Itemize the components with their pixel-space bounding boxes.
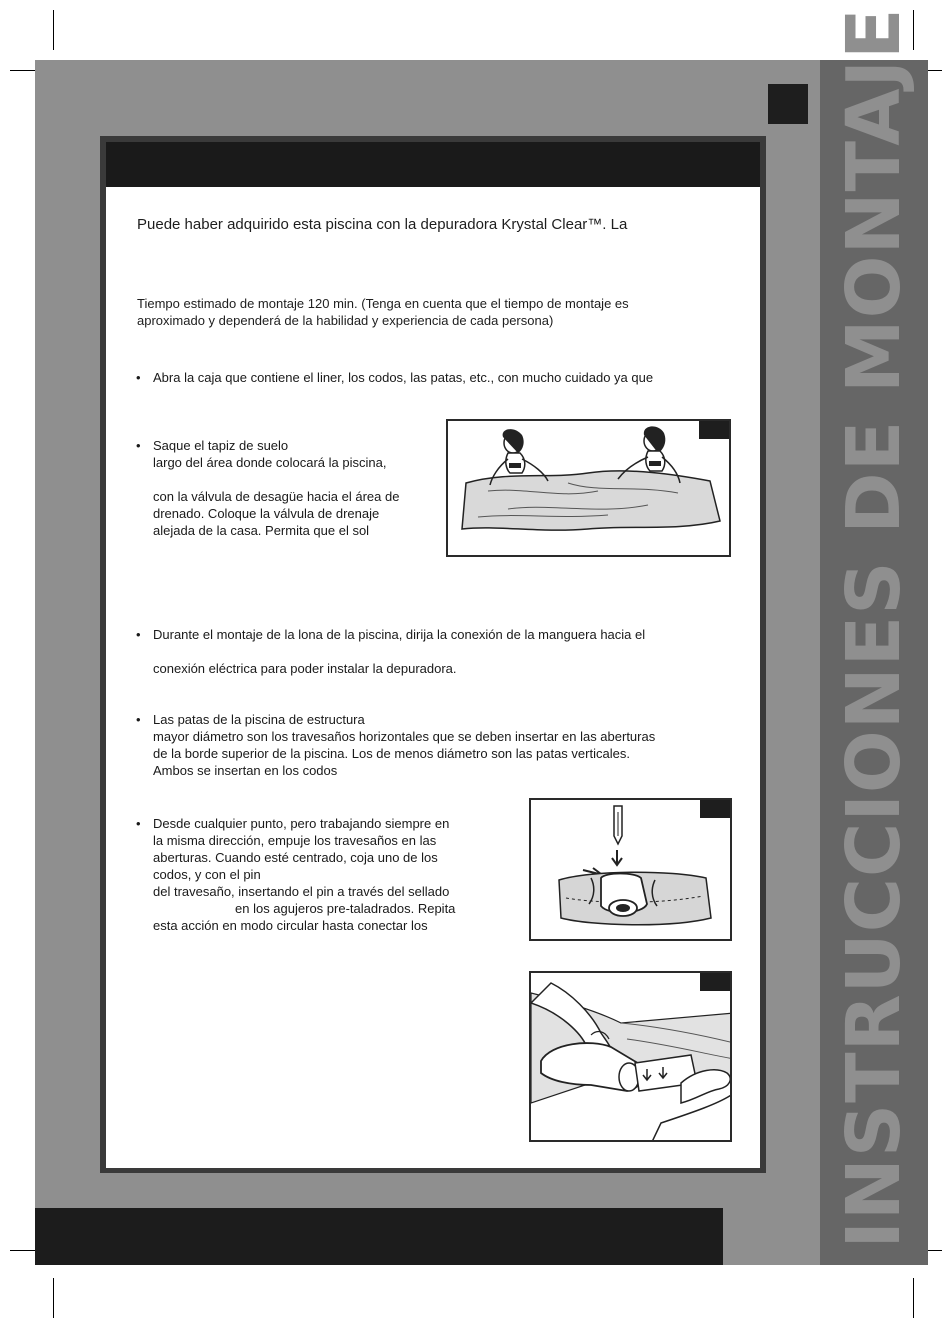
step-line: [153, 643, 743, 660]
step-line: conexión eléctrica para poder instalar la depuradora.: [153, 661, 457, 676]
crop-mark: [53, 1278, 54, 1318]
bullet-dot: •: [136, 627, 141, 642]
time-estimate-text: [137, 295, 737, 329]
step-line: mayor diámetro son los travesaños horizontales que se deben insertar en las aberturas: [153, 729, 656, 744]
side-title: INSTRUCCIONES DE MONTAJE: [831, 7, 917, 1249]
step-line: Durante el montaje de la lona de la piscina, dirija la conexión de la manguera hacia el: [153, 627, 646, 642]
figure-insert-rail: [529, 971, 732, 1142]
step-2: [136, 437, 438, 539]
step-4: [136, 711, 743, 779]
bullet-dot: •: [136, 816, 141, 831]
ground-cloth-illustration: [448, 421, 731, 557]
step-line: [153, 471, 438, 488]
section-header-band: [106, 142, 760, 187]
step-1: [136, 369, 743, 386]
step-line: Saque el tapiz de suelo: [153, 438, 289, 453]
elbow-pin-illustration: [531, 800, 732, 941]
step-line: de la borde superior de la piscina. Los de menos diámetro son las patas verticales.: [153, 746, 630, 761]
step-line: codos, y con el pin: [153, 867, 261, 882]
step-line: la misma dirección, empuje los travesaños en las: [153, 833, 437, 848]
step-line: con la válvula de desagüe hacia el área de: [153, 489, 400, 504]
step-line: esta acción en modo circular hasta conectar los: [153, 918, 428, 933]
step-line: Las patas de la piscina de estructura: [153, 712, 365, 727]
time-line: aproximado y dependerá de la habilidad y experiencia de cada persona): [137, 313, 554, 328]
bullet-dot: •: [136, 438, 141, 453]
bullet-dot: •: [136, 370, 141, 385]
step-5: [136, 815, 503, 934]
bullet-dot: •: [136, 712, 141, 727]
step-line: Abra la caja que contiene el liner, los codos, las patas, etc., con mucho cuidado ya que: [153, 370, 654, 385]
step-3: [136, 626, 743, 677]
footer-bar: [35, 1208, 723, 1265]
step-line: del travesaño, insertando el pin a través del sellado: [153, 884, 450, 899]
time-line: Tiempo estimado de montaje 120 min. (Tenga en cuenta que el tiempo de montaje es: [137, 296, 629, 311]
step-line: Ambos se insertan en los codos: [153, 763, 338, 778]
page-number-box: [768, 84, 808, 124]
insert-rail-illustration: [531, 973, 732, 1142]
crop-mark: [913, 1278, 914, 1318]
step-line: drenado. Coloque la válvula de drenaje: [153, 506, 380, 521]
step-line: en los agujeros pre-taladrados. Repita: [235, 901, 456, 916]
figure-elbow-pin: [529, 798, 732, 941]
intro-line: Puede haber adquirido esta piscina con la depuradora Krystal Clear™. La: [137, 216, 628, 233]
figure-ground-cloth: [446, 419, 731, 557]
intro-text: [137, 215, 737, 235]
step-line: aberturas. Cuando esté centrado, coja uno de los: [153, 850, 438, 865]
step-line: Desde cualquier punto, pero trabajando siempre en: [153, 816, 450, 831]
crop-mark: [53, 10, 54, 50]
step-line: alejada de la casa. Permita que el sol: [153, 523, 370, 538]
step-line: largo del área donde colocará la piscina,: [153, 455, 387, 470]
